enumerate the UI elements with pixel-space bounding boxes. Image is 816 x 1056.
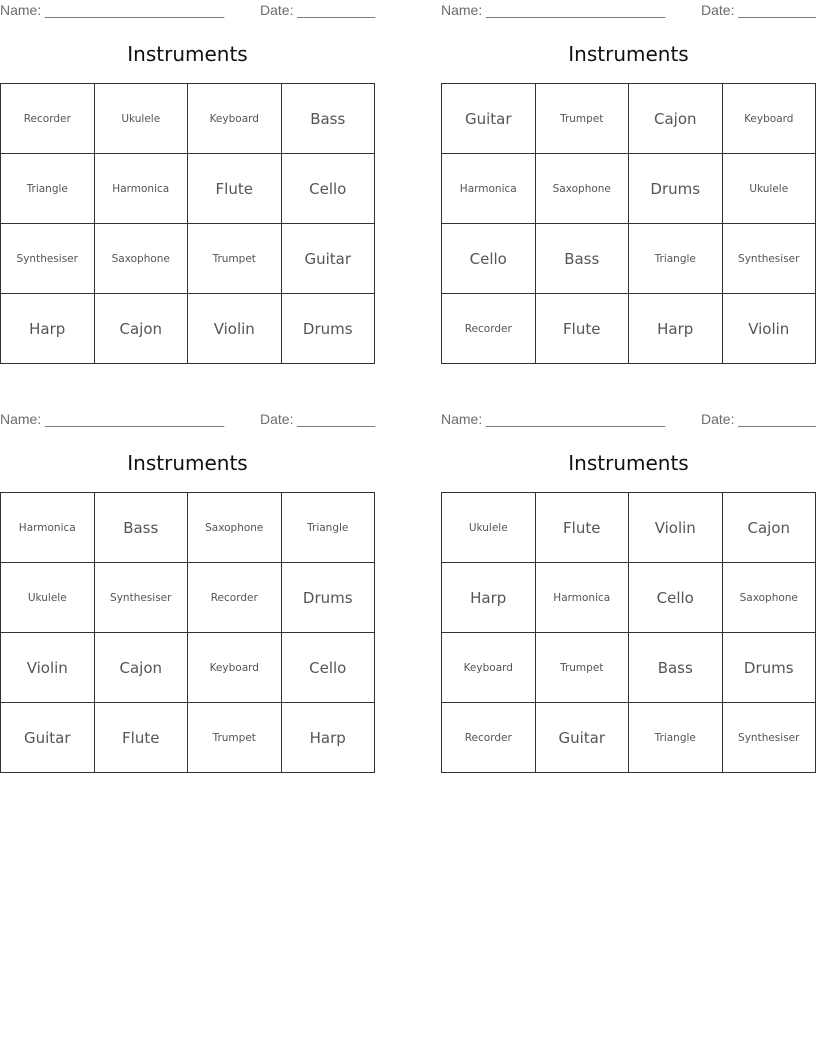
grid-cell: Cajon <box>94 633 188 703</box>
grid-cell: Cajon <box>629 84 723 154</box>
bingo-card-3 <box>0 409 376 747</box>
grid-cell: Recorder <box>188 563 282 633</box>
grid-cell: Violin <box>1 633 95 703</box>
grid-cell: Drums <box>722 633 816 703</box>
card-title: Instruments <box>568 451 689 475</box>
grid-cell: Flute <box>94 703 188 773</box>
grid-cell: Harmonica <box>1 493 95 563</box>
grid-cell: Flute <box>188 154 282 224</box>
grid-row <box>442 493 816 563</box>
grid-cell: Trumpet <box>188 224 282 294</box>
name-label: Name: _______________________ <box>0 2 225 18</box>
grid-cell: Synthesiser <box>94 563 188 633</box>
grid-cell: Bass <box>535 224 629 294</box>
grid-cell: Trumpet <box>535 633 629 703</box>
card-title: Instruments <box>127 451 248 475</box>
grid-cell: Cello <box>281 633 375 703</box>
grid-cell: Violin <box>629 493 723 563</box>
grid-cell: Harmonica <box>535 563 629 633</box>
card-title: Instruments <box>568 42 689 66</box>
bingo-card-4 <box>441 409 816 747</box>
date-label: Date: __________ <box>701 2 816 18</box>
grid-row <box>1 84 375 154</box>
grid-cell: Saxophone <box>722 563 816 633</box>
grid-cell: Synthesiser <box>722 703 816 773</box>
bingo-card-1 <box>0 0 376 338</box>
grid-cell: Ukulele <box>442 493 536 563</box>
grid-cell: Drums <box>281 563 375 633</box>
grid-row <box>442 84 816 154</box>
grid-cell: Synthesiser <box>1 224 95 294</box>
grid-cell: Cajon <box>722 493 816 563</box>
name-label: Name: _______________________ <box>0 411 225 427</box>
grid-cell: Synthesiser <box>722 224 816 294</box>
grid-cell: Harp <box>442 563 536 633</box>
grid-cell: Recorder <box>442 703 536 773</box>
grid-row <box>1 493 375 563</box>
bingo-grid <box>0 83 375 364</box>
grid-cell: Ukulele <box>94 84 188 154</box>
grid-cell: Cajon <box>94 294 188 364</box>
grid-cell: Harp <box>1 294 95 364</box>
bingo-grid <box>441 492 816 773</box>
grid-cell: Triangle <box>629 703 723 773</box>
name-label: Name: _______________________ <box>441 2 666 18</box>
grid-cell: Guitar <box>442 84 536 154</box>
grid-cell: Recorder <box>442 294 536 364</box>
grid-cell: Harmonica <box>94 154 188 224</box>
grid-cell: Trumpet <box>188 703 282 773</box>
grid-cell: Keyboard <box>442 633 536 703</box>
grid-row <box>442 703 816 773</box>
grid-row <box>442 294 816 364</box>
grid-cell: Ukulele <box>722 154 816 224</box>
name-label: Name: _______________________ <box>441 411 666 427</box>
grid-row <box>1 563 375 633</box>
grid-cell: Cello <box>629 563 723 633</box>
grid-row <box>1 224 375 294</box>
grid-cell: Flute <box>535 493 629 563</box>
grid-row <box>442 224 816 294</box>
grid-row <box>442 633 816 703</box>
bingo-grid <box>0 492 375 773</box>
grid-row <box>442 154 816 224</box>
grid-row <box>1 294 375 364</box>
grid-cell: Violin <box>722 294 816 364</box>
grid-cell: Guitar <box>535 703 629 773</box>
card-title: Instruments <box>127 42 248 66</box>
grid-cell: Bass <box>629 633 723 703</box>
grid-cell: Drums <box>629 154 723 224</box>
date-label: Date: __________ <box>260 411 376 427</box>
grid-cell: Cello <box>281 154 375 224</box>
date-label: Date: __________ <box>260 2 376 18</box>
grid-cell: Harp <box>629 294 723 364</box>
grid-cell: Trumpet <box>535 84 629 154</box>
grid-cell: Triangle <box>1 154 95 224</box>
grid-cell: Triangle <box>281 493 375 563</box>
name-date-row <box>0 409 375 429</box>
date-label: Date: __________ <box>701 411 816 427</box>
grid-cell: Cello <box>442 224 536 294</box>
grid-cell: Ukulele <box>1 563 95 633</box>
grid-cell: Harp <box>281 703 375 773</box>
grid-cell: Violin <box>188 294 282 364</box>
grid-cell: Recorder <box>1 84 95 154</box>
grid-cell: Bass <box>281 84 375 154</box>
grid-cell: Drums <box>281 294 375 364</box>
grid-cell: Keyboard <box>188 84 282 154</box>
grid-cell: Saxophone <box>94 224 188 294</box>
grid-cell: Triangle <box>629 224 723 294</box>
grid-cell: Harmonica <box>442 154 536 224</box>
name-date-row <box>441 0 816 20</box>
bingo-grid <box>441 83 816 364</box>
grid-cell: Flute <box>535 294 629 364</box>
name-date-row <box>441 409 816 429</box>
grid-row <box>1 703 375 773</box>
grid-row <box>1 154 375 224</box>
grid-cell: Guitar <box>281 224 375 294</box>
grid-cell: Keyboard <box>722 84 816 154</box>
grid-row <box>442 563 816 633</box>
grid-cell: Saxophone <box>535 154 629 224</box>
grid-cell: Guitar <box>1 703 95 773</box>
grid-cell: Keyboard <box>188 633 282 703</box>
grid-cell: Bass <box>94 493 188 563</box>
grid-cell: Saxophone <box>188 493 282 563</box>
grid-row <box>1 633 375 703</box>
name-date-row <box>0 0 375 20</box>
bingo-card-2 <box>441 0 816 338</box>
